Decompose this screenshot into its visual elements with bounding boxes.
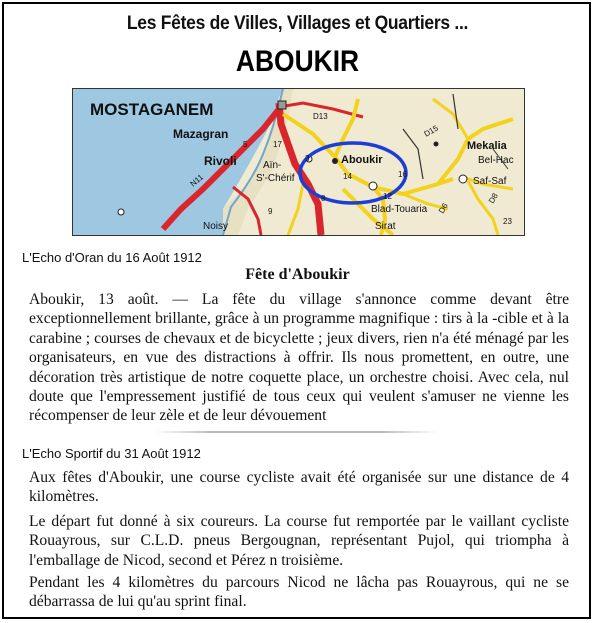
map-road-d6: D6 [436,201,450,215]
map-label-bel-hacel: Bel-Hac [478,155,514,166]
series-title: Les Fêtes de Villes, Villages et Quartiers ... [126,13,469,34]
map-label-saf-saf: Saf-Saf [473,176,507,187]
map-label-mostaganem: MOSTAGANEM [90,100,214,119]
map-label-sirat: Sirat [375,221,396,232]
map-label-sidi-cherif: S'-Chérif [256,173,295,184]
map-label-rivoli: Rivoli [204,154,237,168]
map-road-n11: N11 [188,172,206,189]
map-km-9: 9 [268,207,273,216]
map-label-blad-touaria: Blad-Touaria [371,204,428,215]
article2-paragraph-3: Pendant les 4 kilomètres du parcours Nicod ne lâcha pas Rouayrous, qui ne se débarrassa de lui qu'au sprint final. [29,574,569,611]
map-image [72,88,525,236]
map-km-23: 23 [503,217,512,226]
article2-paragraph-1: Aux fêtes d'Aboukir, une course cycliste avait été organisée sur une distance de 4 kilomètres. [29,469,569,506]
map-km-5: 5 [243,140,248,149]
map-road-d15: D15 [422,123,440,139]
map-label-ain: Aïn- [263,160,282,171]
map-km-17: 17 [273,140,282,149]
map-label-aboukir: Aboukir [341,154,383,166]
article1-source: L'Echo d'Oran du 16 Août 1912 [22,250,202,265]
article2-paragraph-2: Le départ fut donné à six coureurs. La course fut remportée par le vaillant cycliste Rouayrous, sur C.L.D. pneus Bergougnan, représentant Pujol, qui triompha à l'emballage de Nicod, second et Pérez n troisième. [29,513,569,569]
map-km-12: 12 [383,192,392,201]
article2-source: L'Echo Sportif du 31 Août 1912 [22,446,201,461]
map-label-mekalia: Mekalia [467,140,507,152]
map-km-14: 14 [343,172,352,181]
map-km-3: 3 [305,154,310,163]
map-label-noisy: Noisy [203,221,229,232]
map-km-16: 16 [398,170,407,179]
map-km-8: 8 [321,194,326,203]
map-road-d13: D13 [313,112,328,121]
map-label-mazagran: Mazagran [173,127,229,141]
article1-title: Fête d'Aboukir [245,266,350,283]
map-road-d8: D8 [486,191,500,205]
article1-body: Aboukir, 13 août. — La fête du village s'annonce comme devant être exceptionnellement brillante, grâce à un programme magnifique : tirs à la -cible et à la carabine ; courses de chevaux et de bicyclette ; jeux divers, rien n'a été ménagé par les organisateurs, en vue des distractions à offrir. Ils nous promettent, en outre, une décoration très artistique de notre coquette place, un orchestre choisi. Avec cela, nul doute que l'empressement justifié de tous ceux qui veulent s'amuser ne vienne les récompenser de leur zèle et de leur dévouement [29,291,569,425]
section-divider [155,431,438,433]
place-title: ABOUKIR [235,45,360,78]
